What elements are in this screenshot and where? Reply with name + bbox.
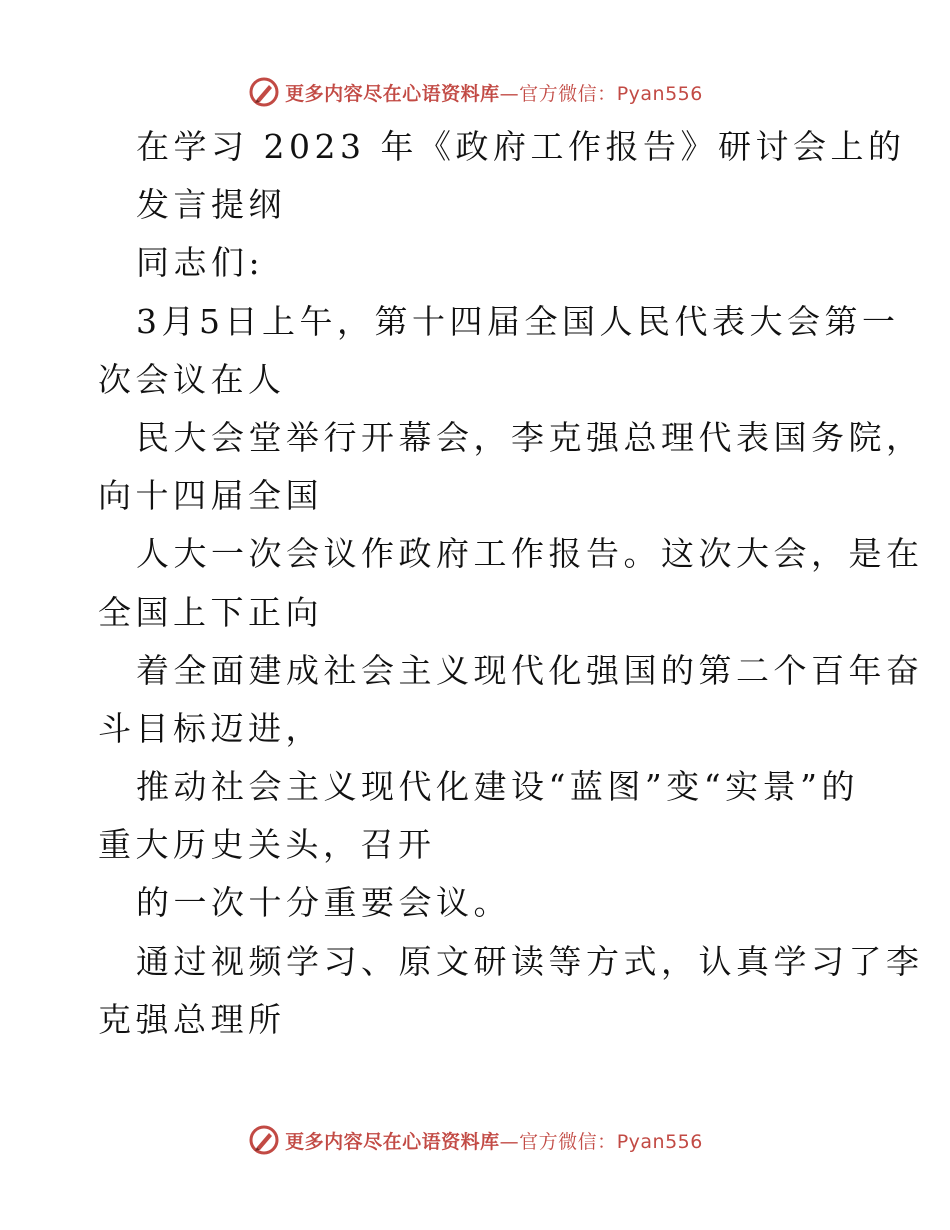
text-line: 斗目标迈进， bbox=[98, 708, 323, 748]
text-line: 推动社会主义现代化建设“蓝图”变“实景”的 bbox=[136, 767, 859, 807]
text-line: 民大会堂举行开幕会，李克强总理代表国务院， bbox=[136, 417, 924, 457]
watermark-account: Pyan556 bbox=[616, 82, 703, 105]
text-line: 次会议在人 bbox=[98, 359, 286, 399]
watermark-site: 更多内容尽在心语资料库 bbox=[285, 82, 500, 105]
text-line: 通过视频学习、原文研读等方式，认真学习了李 bbox=[136, 941, 924, 981]
watermark-wechat-label: 官方微信： bbox=[519, 1130, 617, 1153]
text-line: 克强总理所 bbox=[98, 999, 286, 1039]
watermark-site: 更多内容尽在心语资料库 bbox=[285, 1130, 500, 1153]
pen-logo-icon bbox=[247, 1123, 281, 1157]
document-body bbox=[98, 118, 924, 1049]
text-line: 向十四届全国 bbox=[98, 476, 323, 516]
watermark-text bbox=[285, 79, 703, 106]
pen-logo-icon bbox=[247, 75, 281, 109]
watermark-wechat-label: 官方微信： bbox=[519, 82, 617, 105]
watermark-sep: — bbox=[499, 82, 520, 105]
text-line: 同志们: bbox=[136, 243, 265, 283]
text-line: 全国上下正向 bbox=[98, 592, 323, 632]
text-line: 发言提纲 bbox=[136, 185, 286, 225]
header-watermark bbox=[0, 72, 950, 112]
text-line: 重大历史关头，召开 bbox=[98, 825, 436, 865]
text-line: 的一次十分重要会议。 bbox=[136, 883, 511, 923]
watermark-text bbox=[285, 1127, 703, 1154]
text-line: 人大一次会议作政府工作报告。这次大会，是在 bbox=[136, 534, 924, 574]
text-line: 在学习 2023 年《政府工作报告》研讨会上的 bbox=[136, 127, 906, 166]
watermark-sep: — bbox=[499, 1130, 520, 1153]
text-line: 3月5日上午，第十四届全国人民代表大会第一 bbox=[136, 301, 900, 341]
footer-watermark bbox=[0, 1120, 950, 1160]
text-line: 着全面建成社会主义现代化强国的第二个百年奋 bbox=[136, 650, 924, 690]
watermark-account: Pyan556 bbox=[616, 1130, 703, 1153]
